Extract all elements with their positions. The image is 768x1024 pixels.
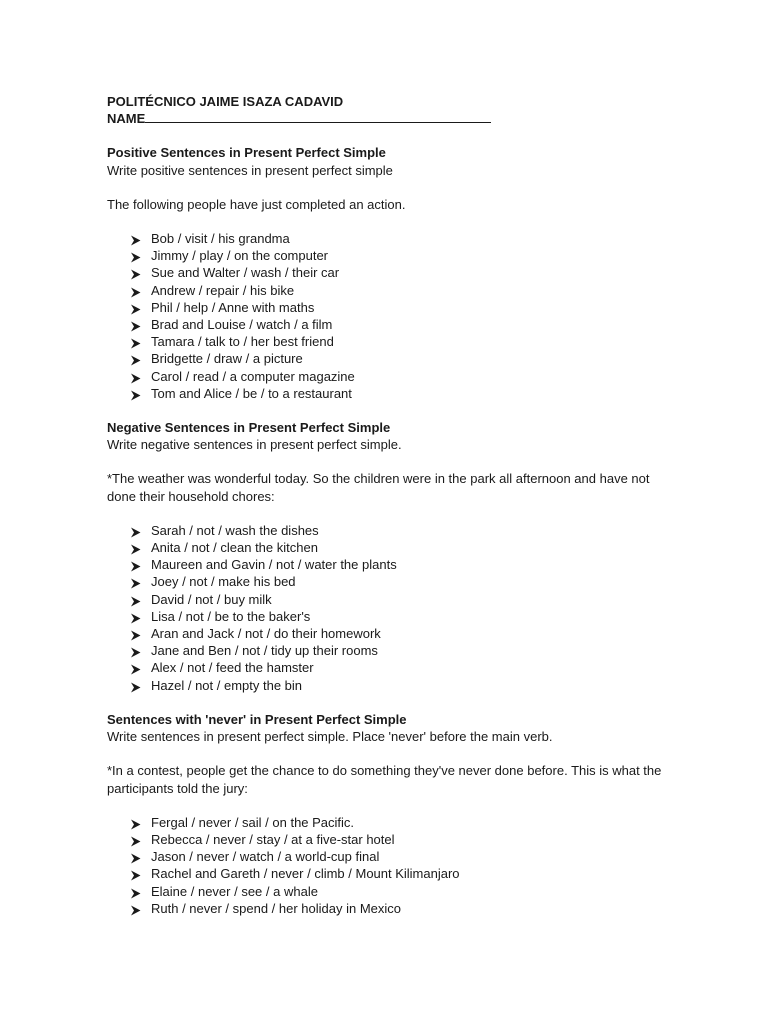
school-name: POLITÉCNICO JAIME ISAZA CADAVID xyxy=(107,94,344,109)
list-item xyxy=(130,316,667,333)
arrow-bullet-icon xyxy=(130,886,141,897)
list-item-text: Rachel and Gareth / never / climb / Mount Kilimanjaro xyxy=(151,866,460,882)
list-item-text: Brad and Louise / watch / a film xyxy=(151,317,333,333)
list-item xyxy=(130,573,667,590)
list-item-text: Tamara / talk to / her best friend xyxy=(151,334,334,350)
arrow-bullet-icon xyxy=(130,285,141,296)
name-field xyxy=(107,110,667,127)
arrow-bullet-icon xyxy=(130,353,141,364)
list-item-text: Bob / visit / his grandma xyxy=(151,231,290,247)
arrow-bullet-icon xyxy=(130,371,141,382)
list-item xyxy=(130,230,667,247)
list-item-text: Phil / help / Anne with maths xyxy=(151,299,315,315)
list-item xyxy=(130,350,667,367)
list-item xyxy=(130,264,667,281)
list-item xyxy=(130,831,667,848)
arrow-bullet-icon xyxy=(130,611,141,622)
list-item xyxy=(130,539,667,556)
list-item xyxy=(130,883,667,900)
list-never xyxy=(107,814,667,917)
intro-never-line1: *In a contest, people get the chance to do something they've never done before. This is what the xyxy=(107,763,662,779)
arrow-bullet-icon xyxy=(130,645,141,656)
list-item-text: Andrew / repair / his bike xyxy=(151,282,295,298)
list-item-text: Jason / never / watch / a world-cup final xyxy=(151,849,380,865)
arrow-bullet-icon xyxy=(130,576,141,587)
list-item xyxy=(130,608,667,625)
list-item xyxy=(130,848,667,865)
intro-never-line2: participants told the jury: xyxy=(107,780,248,796)
list-item-text: David / not / buy milk xyxy=(151,591,272,607)
list-item-text: Joey / not / make his bed xyxy=(151,574,296,590)
arrow-bullet-icon xyxy=(130,267,141,278)
list-item-text: Tom and Alice / be / to a restaurant xyxy=(151,385,352,401)
list-item xyxy=(130,591,667,608)
list-item-text: Ruth / never / spend / her holiday in Mexico xyxy=(151,900,402,916)
arrow-bullet-icon xyxy=(130,594,141,605)
section-title-never: Sentences with 'never' in Present Perfect Simple xyxy=(107,711,407,727)
list-item-text: Elaine / never / see / a whale xyxy=(151,883,318,899)
arrow-bullet-icon xyxy=(130,559,141,570)
intro-negative-line1: *The weather was wonderful today. So the children were in the park all afternoon and have not xyxy=(107,471,650,487)
list-item xyxy=(130,642,667,659)
list-item xyxy=(130,814,667,831)
name-blank-line xyxy=(145,110,491,123)
list-item xyxy=(130,900,667,917)
arrow-bullet-icon xyxy=(130,628,141,639)
list-item-text: Alex / not / feed the hamster xyxy=(151,660,314,676)
section-title-negative: Negative Sentences in Present Perfect Simple xyxy=(107,420,391,436)
instruction-negative: Write negative sentences in present perfect simple. xyxy=(107,437,402,453)
list-item-text: Sarah / not / wash the dishes xyxy=(151,522,319,538)
list-item-text: Hazel / not / empty the bin xyxy=(151,677,303,693)
arrow-bullet-icon xyxy=(130,680,141,691)
intro-negative-line2: done their household chores: xyxy=(107,488,275,504)
list-item xyxy=(130,368,667,385)
list-item-text: Jimmy / play / on the computer xyxy=(151,248,329,264)
arrow-bullet-icon xyxy=(130,388,141,399)
list-item-text: Sue and Walter / wash / their car xyxy=(151,265,340,281)
intro-positive: The following people have just completed an action. xyxy=(107,196,406,212)
list-item xyxy=(130,659,667,676)
list-negative xyxy=(107,522,667,694)
arrow-bullet-icon xyxy=(130,525,141,536)
name-label: NAME xyxy=(107,111,146,127)
instruction-never: Write sentences in present perfect simple. Place 'never' before the main verb. xyxy=(107,729,553,745)
list-item xyxy=(130,522,667,539)
list-item xyxy=(130,333,667,350)
list-item xyxy=(130,677,667,694)
arrow-bullet-icon xyxy=(130,302,141,313)
arrow-bullet-icon xyxy=(130,868,141,879)
list-item xyxy=(130,865,667,882)
list-item xyxy=(130,247,667,264)
list-item-text: Rebecca / never / stay / at a five-star hotel xyxy=(151,831,395,847)
list-item-text: Jane and Ben / not / tidy up their rooms xyxy=(151,643,378,659)
list-item-text: Bridgette / draw / a picture xyxy=(151,351,303,367)
list-item-text: Maureen and Gavin / not / water the plants xyxy=(151,557,397,573)
arrow-bullet-icon xyxy=(130,817,141,828)
arrow-bullet-icon xyxy=(130,851,141,862)
worksheet-page xyxy=(107,93,667,917)
arrow-bullet-icon xyxy=(130,542,141,553)
arrow-bullet-icon xyxy=(130,834,141,845)
list-item-text: Anita / not / clean the kitchen xyxy=(151,540,318,556)
list-item xyxy=(130,625,667,642)
arrow-bullet-icon xyxy=(130,662,141,673)
arrow-bullet-icon xyxy=(130,336,141,347)
section-title-positive: Positive Sentences in Present Perfect Simple xyxy=(107,145,386,161)
list-item-text: Aran and Jack / not / do their homework xyxy=(151,626,381,642)
list-item-text: Fergal / never / sail / on the Pacific. xyxy=(151,814,355,830)
list-item xyxy=(130,385,667,402)
list-positive xyxy=(107,230,667,402)
arrow-bullet-icon xyxy=(130,319,141,330)
list-item-text: Carol / read / a computer magazine xyxy=(151,368,355,384)
arrow-bullet-icon xyxy=(130,250,141,261)
list-item xyxy=(130,299,667,316)
list-item-text: Lisa / not / be to the baker's xyxy=(151,608,311,624)
list-item xyxy=(130,282,667,299)
arrow-bullet-icon xyxy=(130,903,141,914)
list-item xyxy=(130,556,667,573)
arrow-bullet-icon xyxy=(130,233,141,244)
instruction-positive: Write positive sentences in present perfect simple xyxy=(107,162,393,178)
